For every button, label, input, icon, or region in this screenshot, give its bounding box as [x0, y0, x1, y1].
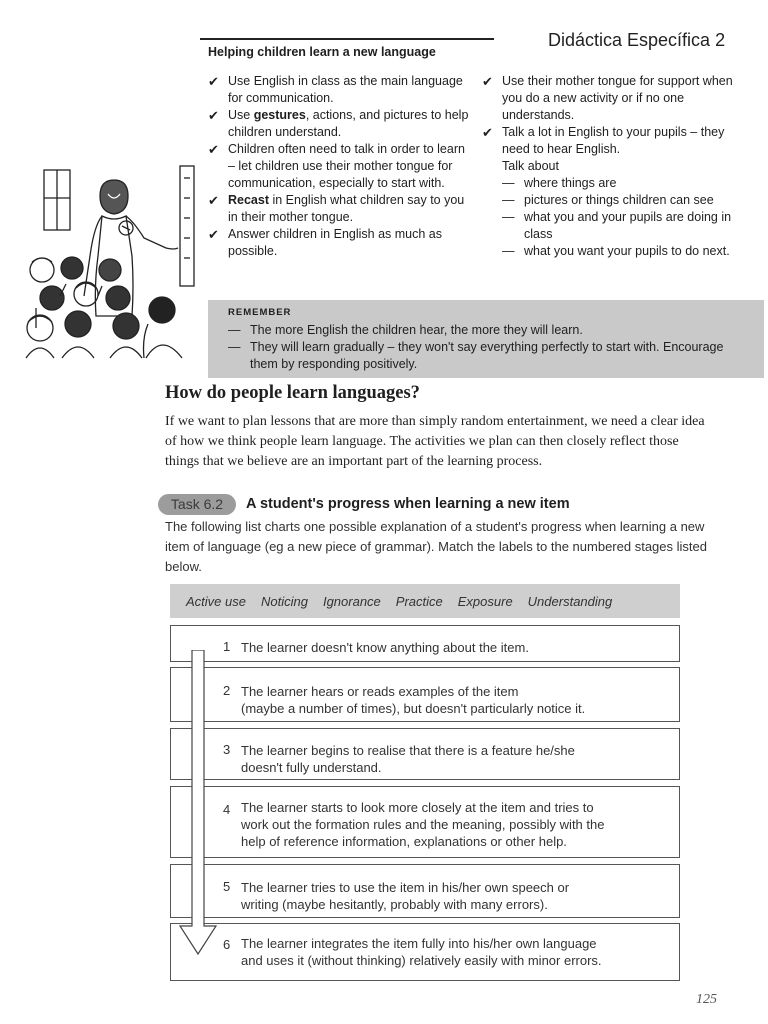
check-icon: ✔: [208, 142, 219, 157]
teacher-illustration: [22, 158, 198, 368]
tips-list-right: [482, 73, 752, 260]
check-icon: ✔: [482, 74, 493, 89]
stage-label: Noticing: [260, 593, 308, 609]
task-title: A student's progress when learning a new item: [246, 496, 570, 512]
stage-number: 5: [223, 879, 231, 894]
tip-item: ✔ Recast in English what children say to you in their mother tongue.: [208, 193, 465, 224]
intro-paragraph: If we want to plan lessons that are more than simply random entertainment, we need a clear idea of how we think people learn language. The activities we plan can then closely reflect those things that we believe are an important part of the learning process.: [165, 414, 705, 469]
stage-box: [170, 864, 680, 918]
stage-number: 6: [223, 937, 231, 952]
stage-label: Practice: [395, 593, 443, 609]
section-heading: How do people learn languages?: [165, 383, 420, 403]
stage-label: Active use: [186, 593, 246, 609]
talk-about-item: — what you and your pupils are doing in class: [482, 209, 752, 243]
remember-list: [228, 322, 748, 373]
stage-number: 2: [223, 683, 231, 698]
stage-box: [170, 667, 680, 722]
stage-label: Exposure: [457, 593, 513, 609]
tip-item: ✔ Children often need to talk in order to learn – let children use their mother tongue for communication, especially to start with.: [208, 142, 465, 190]
tip-item: ✔ Talk a lot in English to your pupils – they need to hear English.: [482, 125, 725, 156]
talk-about-item: — pictures or things children can see: [482, 192, 752, 209]
remember-item: — The more English the children hear, the more they will learn.: [228, 322, 748, 339]
stage-text: The learner integrates the item fully into his/her own language and uses it (without thinking) relatively easily with minor errors.: [241, 936, 602, 968]
talk-about-label: Talk about: [502, 159, 559, 173]
check-icon: ✔: [482, 125, 493, 140]
stage-box: [170, 625, 680, 662]
stage-number: 3: [223, 742, 231, 757]
check-icon: ✔: [208, 74, 219, 89]
stage-label: Ignorance: [322, 593, 381, 609]
talk-about-item: — what you want your pupils to do next.: [482, 243, 752, 260]
box-top-rule: [200, 38, 494, 40]
remember-heading: REMEMBER: [228, 307, 292, 318]
stage-box: [170, 728, 680, 780]
remember-item: — They will learn gradually – they won't say everything perfectly to start with. Encourage them by responding positively.: [228, 339, 748, 373]
stage-number: 4: [223, 802, 231, 817]
stage-text: The learner begins to realise that there is a feature he/she doesn't fully understand.: [241, 743, 575, 775]
talk-about-list: [482, 175, 752, 260]
check-icon: ✔: [208, 193, 219, 208]
check-icon: ✔: [208, 108, 219, 123]
stage-label: Understanding: [527, 593, 613, 609]
labels-bar: [170, 584, 680, 618]
talk-about-item: — where things are: [482, 175, 752, 192]
stage-text: The learner tries to use the item in his/her own speech or writing (maybe hesitantly, probably with many errors).: [241, 880, 570, 912]
stage-text: The learner doesn't know anything about the item.: [241, 640, 529, 655]
remember-box: [208, 300, 764, 378]
course-title: Didáctica Específica 2: [548, 30, 726, 50]
page-number: 125: [696, 992, 717, 1007]
stage-box: [170, 923, 680, 981]
box-title: Helping children learn a new language: [208, 45, 436, 59]
tips-list-left: [208, 73, 470, 260]
tip-item: ✔ Use gestures, actions, and pictures to help children understand.: [208, 108, 469, 139]
stage-text: The learner starts to look more closely at the item and tries to work out the formation rules and the meaning, possibly with the help of reference information, explanations or other help.: [241, 800, 605, 849]
tip-item: ✔ Use their mother tongue for support when you do a new activity or if no one understands.: [482, 74, 733, 122]
task-description: The following list charts one possible explanation of a student's progress when learning a new item of language (eg a new piece of grammar). Match the labels to the numbered stages listed below.: [165, 519, 707, 574]
stage-box: [170, 786, 680, 858]
stage-text: The learner hears or reads examples of the item (maybe a number of times), but doesn't particularly notice it.: [241, 684, 586, 716]
tip-item: ✔ Use English in class as the main language for communication.: [208, 74, 463, 105]
task-badge: Task 6.2: [158, 494, 236, 515]
tip-item: ✔ Answer children in English as much as possible.: [208, 227, 442, 258]
check-icon: ✔: [208, 227, 219, 242]
stage-number: 1: [223, 639, 231, 654]
progress-arrow-icon: [168, 650, 232, 956]
